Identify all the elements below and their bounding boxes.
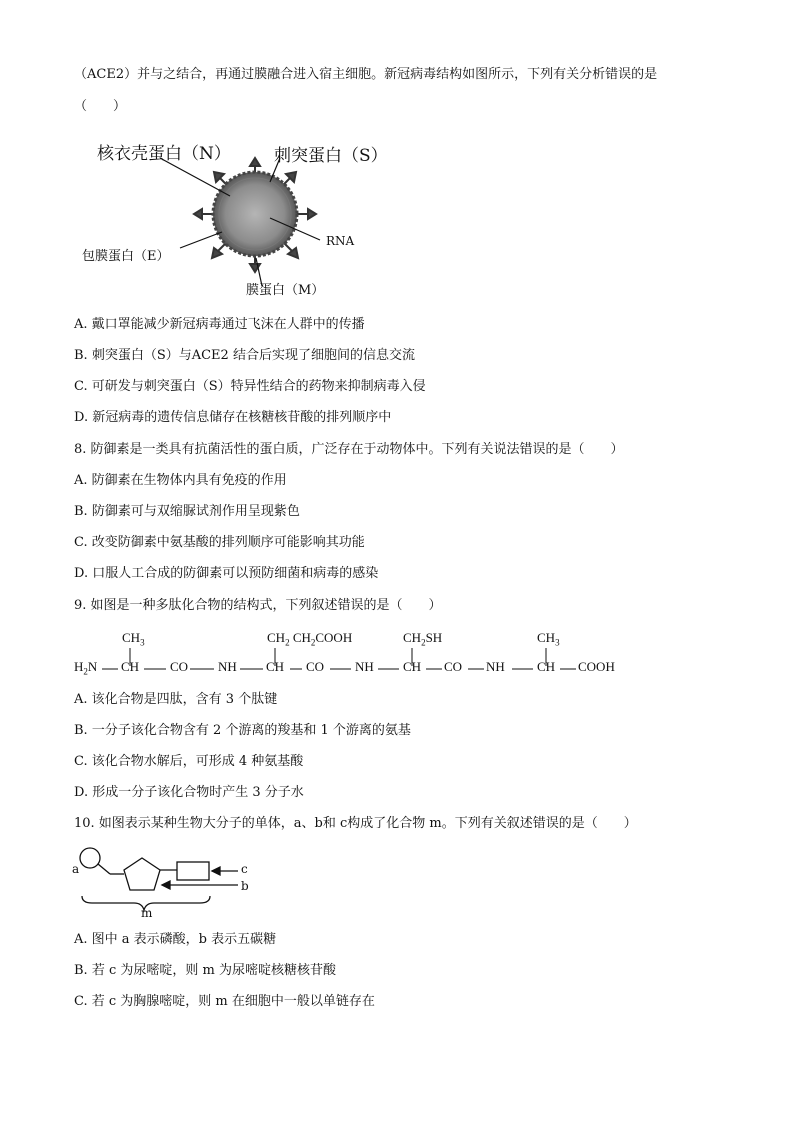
q7-option-a: A. 戴口罩能减少新冠病毒通过飞沫在人群中的传播 [74, 317, 365, 332]
q10-option-b: B. 若 c 为尿嘧啶，则 m 为尿嘧啶核糖核苷酸 [74, 963, 336, 978]
backbone-co-1: CO [170, 659, 189, 674]
backbone-nh-2: NH [355, 659, 374, 674]
q9-option-a: A. 该化合物是四肽，含有 3 个肽键 [74, 692, 278, 707]
side-chain-2: $CH_2$ $CH_2COOH$ [267, 630, 353, 648]
backbone-ch-4: CH [537, 659, 556, 674]
side-chain-4: $CH_3$ [537, 630, 560, 648]
label-membrane-protein: 膜蛋白（M） [246, 283, 325, 298]
backbone-amino-end: $H_2N$ [74, 659, 98, 677]
backbone-ch-1: CH [121, 659, 140, 674]
backbone-carboxyl-end: COOH [578, 659, 615, 674]
q8-stem: 8. 防御素是一类具有抗菌活性的蛋白质，广泛存在于动物体中。下列有关说法错误的是（ ） [74, 442, 624, 457]
backbone-nh-3: NH [486, 659, 505, 674]
q9-option-c: C. 该化合物水解后，可形成 4 种氨基酸 [74, 754, 304, 769]
q10-option-c: C. 若 c 为胸腺嘧啶，则 m 在细胞中一般以单链存在 [74, 994, 375, 1009]
q9-option-d: D. 形成一分子该化合物时产生 3 分子水 [74, 785, 304, 800]
q7-stem-line2: （ ） [74, 99, 127, 114]
q8-option-c: C. 改变防御素中氨基酸的排列顺序可能影响其功能 [74, 535, 365, 550]
q7-option-c: C. 可研发与刺突蛋白（S）特异性结合的药物来抑制病毒入侵 [74, 379, 426, 394]
q10-option-a: A. 图中 a 表示磷酸，b 表示五碳糖 [74, 932, 277, 947]
q8-option-b: B. 防御素可与双缩脲试剂作用呈现紫色 [74, 504, 300, 519]
label-b: b [241, 879, 249, 893]
label-a: a [72, 862, 80, 876]
label-nucleocapsid-protein: 核衣壳蛋白（N） [97, 144, 231, 164]
q8-option-a: A. 防御素在生物体内具有免疫的作用 [74, 473, 287, 488]
backbone-nh-1: NH [218, 659, 237, 674]
horizontal-bonds [70, 663, 630, 675]
label-spike-protein: 刺突蛋白（S） [274, 146, 388, 166]
backbone-ch-2: CH [266, 659, 285, 674]
backbone-co-3: CO [444, 659, 463, 674]
q7-option-b: B. 刺突蛋白（S）与ACE2 结合后实现了细胞间的信息交流 [74, 348, 415, 363]
backbone-ch-3: CH [403, 659, 422, 674]
q10-stem: 10. 如图表示某种生物大分子的单体，a、b和 c构成了化合物 m。下列有关叙述错误的是（ ） [74, 816, 637, 831]
backbone-co-2: CO [306, 659, 325, 674]
q8-option-d: D. 口服人工合成的防御素可以预防细菌和病毒的感染 [74, 566, 379, 581]
q9-stem: 9. 如图是一种多肽化合物的结构式，下列叙述错误的是（ ） [74, 598, 442, 613]
side-chain-3: $CH_2SH$ [403, 630, 443, 648]
q7-option-d: D. 新冠病毒的遗传信息储存在核糖核苷酸的排列顺序中 [74, 410, 392, 425]
label-c: c [241, 862, 248, 876]
side-chain-1: $CH_3$ [122, 630, 145, 648]
label-envelope-protein: 包膜蛋白（E） [82, 249, 170, 264]
label-rna: RNA [326, 234, 355, 248]
q7-stem-line1: （ACE2）并与之结合，再通过膜融合进入宿主细胞。新冠病毒结构如图所示，下列有关分析错误的是 [74, 67, 658, 82]
label-m: m [141, 906, 153, 920]
q9-option-b: B. 一分子该化合物含有 2 个游离的羧基和 1 个游离的氨基 [74, 723, 411, 738]
